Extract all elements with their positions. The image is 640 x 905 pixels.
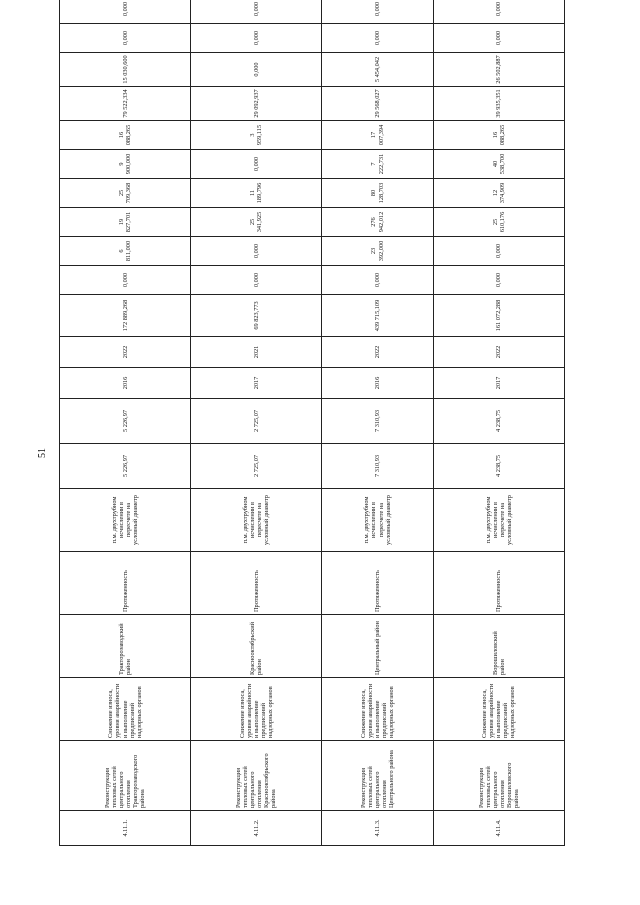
year-amount: 0,000 <box>322 266 434 295</box>
year-amount: 0,000 <box>191 0 322 24</box>
indicator: Протяженность <box>433 552 564 615</box>
year-amount: 80 128,703 <box>322 179 434 208</box>
district: Ворошиловский район <box>433 615 564 678</box>
year-amount: 0,000 <box>60 266 191 295</box>
total-cost: 69 823,773 <box>191 295 322 337</box>
year-amount: 17 007,394 <box>322 121 434 150</box>
row-number: 4.11.2. <box>191 811 322 846</box>
year-amount: 6 811,000 <box>60 237 191 266</box>
year-amount: 12 374,909 <box>433 179 564 208</box>
length-value-repeat: 2 725,07 <box>191 399 322 444</box>
year-amount: 276 942,012 <box>322 208 434 237</box>
project-name: Реконструкция тепловых сетей центрального отопления Ворошиловского района <box>433 741 564 811</box>
year-amount: 40 538,700 <box>433 150 564 179</box>
end-year: 2022 <box>322 337 434 368</box>
indicator: Протяженность <box>191 552 322 615</box>
year-amount: 39 935,351 <box>433 87 564 121</box>
unit: п.м. двухтрубном исчислении в пересчете на условный диаметр <box>433 489 564 552</box>
table-row <box>191 0 322 846</box>
length-value: 5 226,97 <box>60 444 191 489</box>
program-table <box>59 0 565 846</box>
unit: п.м. двухтрубном исчислении в пересчете на условный диаметр <box>322 489 434 552</box>
year-amount: 11 189,796 <box>191 179 322 208</box>
year-amount: 23 392,000 <box>322 237 434 266</box>
year-amount: 0,000 <box>60 24 191 53</box>
start-year: 2016 <box>60 368 191 399</box>
year-amount: 3 959,115 <box>191 121 322 150</box>
table-row <box>433 0 564 846</box>
year-amount: 7 222,731 <box>322 150 434 179</box>
year-amount: 0,000 <box>60 0 191 24</box>
project-name: Реконструкция тепловых сетей центрального отопления Тракторозаводского района <box>60 741 191 811</box>
rotated-table-container <box>59 1 565 846</box>
row-number: 4.11.4. <box>433 811 564 846</box>
length-value: 2 725,07 <box>191 444 322 489</box>
row-number: 4.11.1. <box>60 811 191 846</box>
district: Тракторозаводский район <box>60 615 191 678</box>
start-year: 2017 <box>433 368 564 399</box>
total-cost: 172 889,268 <box>60 295 191 337</box>
year-amount: 29 092,937 <box>191 87 322 121</box>
year-amount: 19 827,701 <box>60 208 191 237</box>
project-goal: Снижение износа, уровня аварийности и выполнение предписаний надзорных органов <box>60 678 191 741</box>
start-year: 2017 <box>191 368 322 399</box>
year-amount: 0,000 <box>433 266 564 295</box>
length-value: 7 310,93 <box>322 444 434 489</box>
year-amount: 0,000 <box>191 24 322 53</box>
year-amount: 0,000 <box>191 150 322 179</box>
year-amount: 9 900,000 <box>60 150 191 179</box>
year-amount: 5 454,042 <box>322 53 434 87</box>
year-amount: 0,000 <box>322 0 434 24</box>
project-goal: Снижение износа, уровня аварийности и выполнение предписаний надзорных органов <box>191 678 322 741</box>
total-cost: 439 715,109 <box>322 295 434 337</box>
total-cost: 161 072,288 <box>433 295 564 337</box>
length-value-repeat: 5 226,97 <box>60 399 191 444</box>
length-value: 4 238,75 <box>433 444 564 489</box>
end-year: 2021 <box>191 337 322 368</box>
end-year: 2022 <box>433 337 564 368</box>
year-amount: 0,000 <box>433 237 564 266</box>
page-number: 51 <box>37 448 48 458</box>
project-name: Реконструкция тепловых сетей центрального отопления Центрального района <box>322 741 434 811</box>
row-number: 4.11.3. <box>322 811 434 846</box>
unit: п.м. двухтрубном исчислении в пересчете на условный диаметр <box>191 489 322 552</box>
unit: п.м. двухтрубном исчислении в пересчете на условный диаметр <box>60 489 191 552</box>
indicator: Протяженность <box>60 552 191 615</box>
year-amount: 16 088,265 <box>433 121 564 150</box>
table-row <box>322 0 434 846</box>
year-amount: 25 341,925 <box>191 208 322 237</box>
year-amount: 0,000 <box>191 53 322 87</box>
table-row <box>60 0 191 846</box>
year-amount: 16 088,265 <box>60 121 191 150</box>
project-goal: Снижение износа, уровня аварийности и выполнение предписаний надзорных органов <box>322 678 434 741</box>
year-amount: 0,000 <box>433 24 564 53</box>
year-amount: 26 502,887 <box>433 53 564 87</box>
project-goal: Снижение износа, уровня аварийности и выполнение предписаний надзорных органов <box>433 678 564 741</box>
year-amount: 25 610,176 <box>433 208 564 237</box>
end-year: 2022 <box>60 337 191 368</box>
district: Центральный район <box>322 615 434 678</box>
indicator: Протяженность <box>322 552 434 615</box>
project-name: Реконструкция тепловых сетей центрального отопления Краснооктябрьского района <box>191 741 322 811</box>
year-amount: 0,000 <box>322 24 434 53</box>
length-value-repeat: 7 310,93 <box>322 399 434 444</box>
year-amount: 0,000 <box>191 266 322 295</box>
year-amount: 15 030,600 <box>60 53 191 87</box>
year-amount: 29 568,027 <box>322 87 434 121</box>
year-amount: 0,000 <box>433 0 564 24</box>
length-value-repeat: 4 238,75 <box>433 399 564 444</box>
year-amount: 79 522,334 <box>60 87 191 121</box>
year-amount: 0,000 <box>191 237 322 266</box>
district: Краснооктябрьский район <box>191 615 322 678</box>
start-year: 2016 <box>322 368 434 399</box>
year-amount: 25 709,368 <box>60 179 191 208</box>
